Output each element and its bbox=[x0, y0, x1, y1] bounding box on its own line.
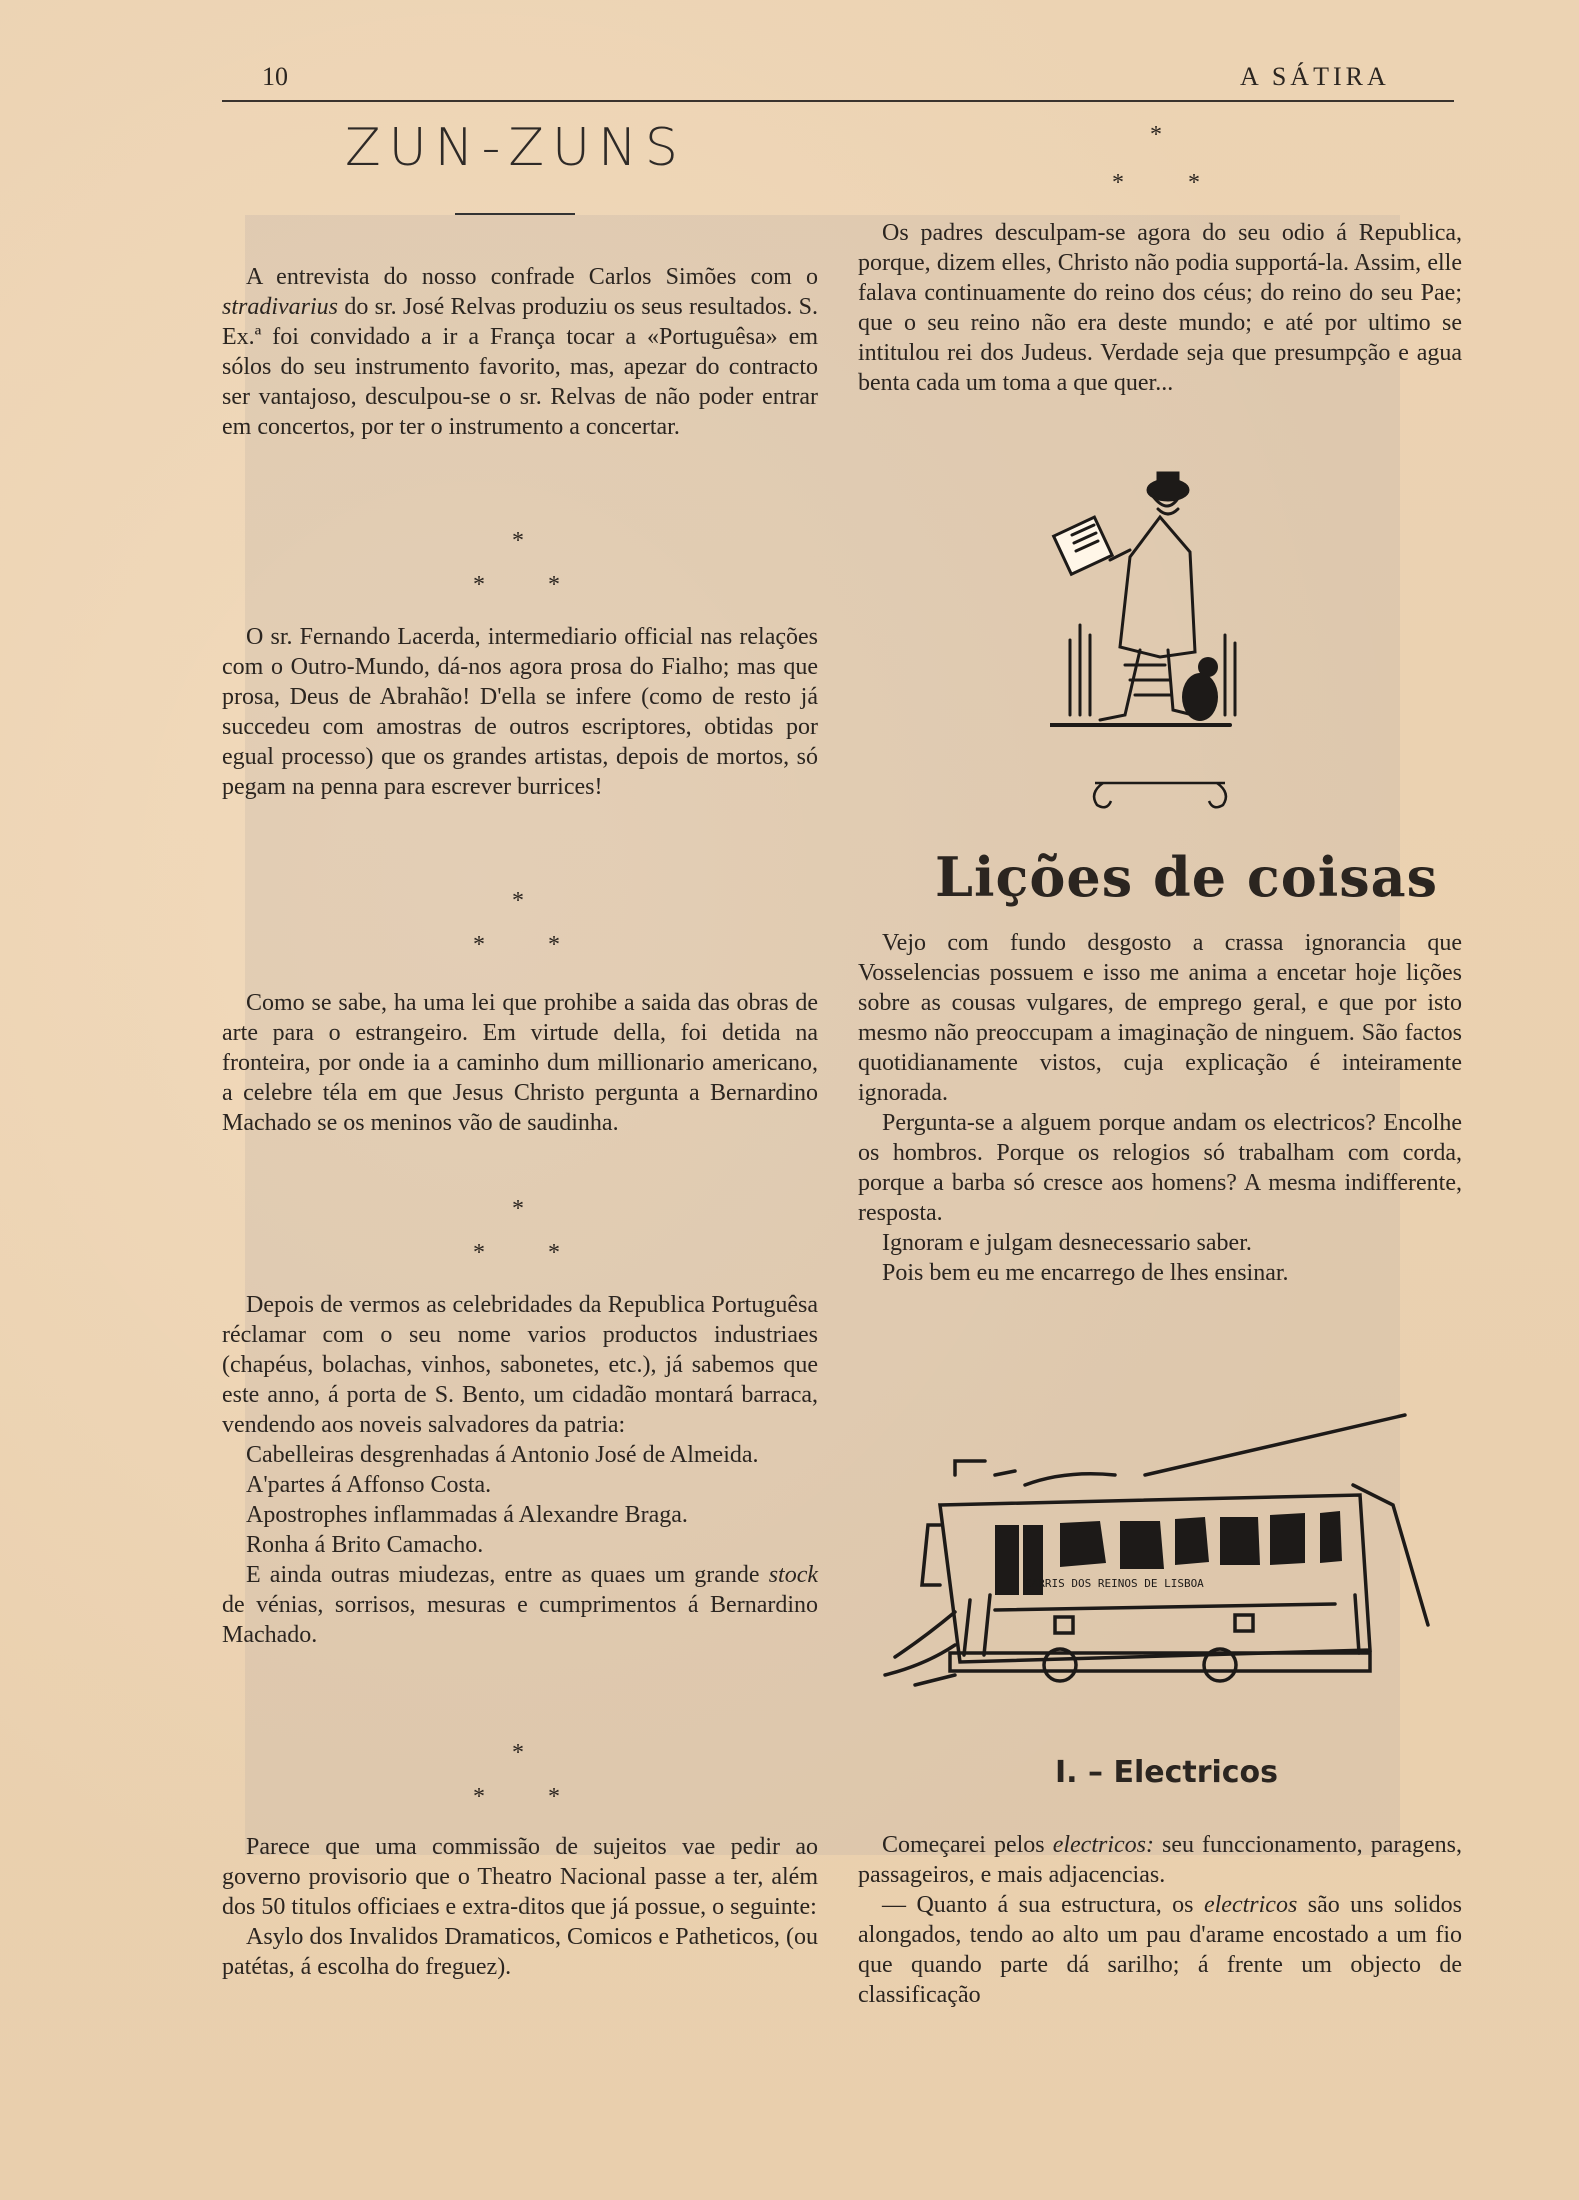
paragraph: Pergunta-se a alguem porque andam os electricos? Encolhe os hombros. Porque os relogios só trabalham com corda, porque a barba só cresce aos homens? A mesma indifferente, resposta. bbox=[858, 1110, 1462, 1226]
magazine-page: 10 A SÁTIRA ZUN-ZUNS A entrevista do nosso confrade Carlos Simões com o stradivarius do sr. José Relvas produziu os seus resultados. S. Ex.ª foi convidado a ir a França tocar a «Portuguêsa» em sólos do seu instrumento favorito, mas, apezar do contracto ser vantajoso, desculpou-se o sr. Relvas de não poder entrar em concertos, por ter o instrumento a concertar. * * * O sr. Fernando Lacerda, intermediario official nas relações com o Outro-Mundo, dá-nos agora prosa do Fialho; mas que prosa, Deus de Abrahão! D'ella se infere (como de resto já succedeu com amostras de outros escriptores, obtidas por egual processo) que os grandes artistas, depois de mortos, só pegam na penna para escrever burrices! * * * Como se sabe, ha uma lei que prohibe a saida das obras de arte para o estrangeiro. Em virtude della, foi detida na fronteira, por onde ia a caminho dum millionario americano, a celebre téla em que Jesus Christo pergunta a Bernardino Machado se os meninos vão de saudinha. * * * Depois de vermos as celebridades da Republica Portuguêsa réclamar com o seu nome varios productos industriaes (chapéus, bolachas, vinhos, sabonetes, etc.), já sabemos que este anno, á porta de S. Bento, um cidadão montará barraca, vendendo aos noveis salvadores da patria: Cabelleiras desgrenhadas á Antonio José de Almeida. A'partes á Affonso Costa. Apostrophes inflammadas á Alexandre Braga. Ronha á Brito Camacho. E ainda outras miudezas, entre as quaes um grande stock de vénias, sorrisos, mesuras e cumprimentos á Bernardino Machado. * * * Parece que uma commissão de sujeitos vae pedir ao governo provisorio que o Theatro Nacional passe a ter, além dos 50 titulos officiaes e extra-ditos que já possue, o seguinte: Asylo dos Invalidos Dramaticos, Comicos e Patheticos, (ou patétas, á escolha do freguez). * * * Os padres desculpam-se agora do seu odio á Republica, porque, dizem elles, Christo não podia supportá-la. Assim, elle falava continuamente do reino dos céus; do reino do seu Pae; que o seu reino não era deste mundo; e até por ultimo se intitulou rei dos Judeus. Verdade seja que presumpção e agua benta cada um toma a que quer... Lições de coisas Vejo com fundo desgosto a crassa ignorancia que Vosselencias possuem e isso me anima a encetar hoje lições sobre as cousas vulgares, de emprego geral, e que por isto mesmo não preoccupam a imaginação de ninguem. São factos quotidianamente vistos, cuja explicação é inteiramente ignorada. Pergunta-se a alguem porque andam os electricos? Encolhe os hombros. Porque os relogios só trabalham com corda, porque a barba só cresce aos homens? A mesma indifferente, resposta. Ignoram e julgam desnecessario saber. Pois bem eu me encarrego de lhes ensinar. CARRIS DOS REINOS DE LISBOA I. – Electricos Começarei pelos electricos: seu funccionamento, paragens, passageiros, e mais adjacencias. — Quanto á sua estructura, os electricos são uns solidos alongados, tendo ao alto um pau d'arame encostado a um fio que quando parte dá sarilho; á frente um objecto de classificação bbox=[0, 0, 1579, 2200]
paragraph: Os padres desculpam-se agora do seu odio á Republica, porque, dizem elles, Christo não podia supportá-la. Assim, elle falava continuamente do reino dos céus; do reino do seu Pae; que o seu reino não era deste mundo; e até por ultimo se intitulou rei dos Judeus. Verdade seja que presumpção e agua benta cada um toma a que quer... bbox=[858, 220, 1462, 396]
magazine-name: A SÁTIRA bbox=[1240, 62, 1390, 91]
paragraph: Ignoram e julgam desnecessario saber. bbox=[882, 1230, 1252, 1256]
section-title: ZUN-ZUNS bbox=[345, 118, 686, 178]
tram-sign-text: CARRIS DOS REINOS DE LISBOA bbox=[1025, 1577, 1204, 1590]
left-article-3 bbox=[222, 988, 818, 1138]
paragraph: Asylo dos Invalidos Dramaticos, Comicos e Patheticos, (ou patétas, á escolha do freguez). bbox=[222, 1924, 818, 1980]
paragraph: O sr. Fernando Lacerda, intermediario official nas relações com o Outro-Mundo, dá-nos agora prosa do Fialho; mas que prosa, Deus de Abrahão! D'ella se infere (como de resto já succedeu com amostras de outros escriptores, obtidas por egual processo) que os grandes artistas, depois de mortos, só pegam na penna para escrever burrices! bbox=[222, 624, 818, 800]
paragraph: E ainda outras miudezas, entre as quaes um grande stock de vénias, sorrisos, mesuras e cumprimentos á Bernardino Machado. bbox=[222, 1562, 818, 1648]
paragraph: Apostrophes inflammadas á Alexandre Braga. bbox=[246, 1502, 688, 1528]
paragraph: Começarei pelos electricos: seu funccionamento, paragens, passageiros, e mais adjacencias. bbox=[858, 1832, 1462, 1888]
ornament-divider bbox=[1085, 775, 1235, 820]
left-article-5 bbox=[222, 1832, 818, 1982]
title-rule bbox=[455, 213, 575, 215]
paragraph: Parece que uma commissão de sujeitos vae pedir ao governo provisorio que o Theatro Nacional passe a ter, além dos 50 titulos officiaes e extra-ditos que já possue, o seguinte: bbox=[222, 1834, 818, 1920]
right-article-3 bbox=[858, 1830, 1462, 2010]
left-article-4 bbox=[222, 1290, 818, 1650]
paragraph: A'partes á Affonso Costa. bbox=[246, 1472, 492, 1498]
paragraph: Ronha á Brito Camacho. bbox=[246, 1532, 484, 1558]
paragraph: Como se sabe, ha uma lei que prohibe a saida das obras de arte para o estrangeiro. Em virtude della, foi detida na fronteira, por onde ia a caminho dum millionario americano, a celebre téla em que Jesus Christo pergunta a Bernardino Machado se os meninos vão de saudinha. bbox=[222, 990, 818, 1136]
page-number: 10 bbox=[262, 62, 288, 91]
paragraph: Pois bem eu me encarrego de lhes ensinar. bbox=[882, 1260, 1289, 1286]
lessons-title: Lições de coisas bbox=[935, 845, 1439, 909]
tram-illustration bbox=[875, 1395, 1460, 1715]
paragraph: A entrevista do nosso confrade Carlos Simões com o stradivarius do sr. José Relvas produziu os seus resultados. S. Ex.ª foi convidado a ir a França tocar a «Portuguêsa» em sólos do seu instrumento favorito, mas, apezar do contracto ser vantajoso, desculpou-se o sr. Relvas de não poder entrar em concertos, por ter o instrumento a concertar. bbox=[222, 264, 818, 440]
paragraph: Vejo com fundo desgosto a crassa ignorancia que Vosselencias possuem e isso me anima a encetar hoje lições sobre as cousas vulgares, de emprego geral, e que por isto mesmo não preoccupam a imaginação de ninguem. São factos quotidianamente vistos, cuja explicação é inteiramente ignorada. bbox=[858, 930, 1462, 1106]
right-article-1 bbox=[858, 218, 1462, 398]
left-article-2 bbox=[222, 622, 818, 802]
left-article-1 bbox=[222, 262, 818, 442]
electricos-title: I. – Electricos bbox=[1055, 1755, 1279, 1790]
paragraph: Cabelleiras desgrenhadas á Antonio José de Almeida. bbox=[246, 1442, 759, 1468]
paragraph: — Quanto á sua estructura, os electricos são uns solidos alongados, tendo ao alto um pau d'arame encostado a um fio que quando parte dá sarilho; á frente um objecto de classificação bbox=[858, 1892, 1462, 2008]
header-rule bbox=[222, 100, 1454, 102]
right-article-2 bbox=[858, 928, 1462, 1288]
priest-illustration bbox=[1050, 465, 1250, 740]
paragraph: Depois de vermos as celebridades da Republica Portuguêsa réclamar com o seu nome varios productos industriaes (chapéus, bolachas, vinhos, sabonetes, etc.), já sabemos que este anno, á porta de S. Bento, um cidadão montará barraca, vendendo aos noveis salvadores da patria: bbox=[222, 1292, 818, 1438]
